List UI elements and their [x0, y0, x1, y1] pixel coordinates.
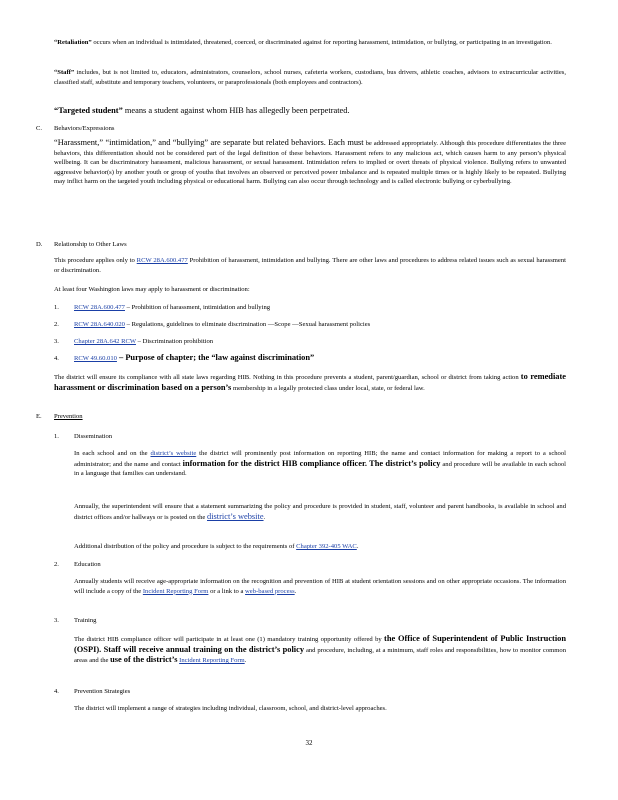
law-1-link[interactable]: RCW 28A.600.477: [74, 304, 125, 311]
law-3-desc: – Discrimination prohibition: [135, 338, 214, 345]
section-d-intro: [54, 256, 566, 275]
law-1: [74, 303, 566, 313]
e3-p1-c: .: [244, 657, 247, 665]
targeted-student-term: “Targeted student”: [54, 106, 123, 115]
law-2: [74, 320, 566, 330]
e3-p1-bold2: use of the district’s: [110, 655, 178, 665]
e1-p1-bold: information for the district HIB compliance officer. The district’s policy: [182, 458, 441, 468]
e3-p1-a: The district HIB compliance officer will participate in at least one (1) mandatory training opportunity offered by: [74, 636, 385, 643]
e1-paragraph-2: [74, 502, 566, 522]
law-4: [74, 353, 566, 364]
section-e-letter: E.: [36, 413, 42, 420]
law-1-number: 1.: [54, 304, 59, 311]
section-e-title: Prevention: [54, 413, 83, 420]
incident-reporting-form-link-2[interactable]: Incident Reporting Form: [179, 657, 245, 665]
retaliation-definition: [54, 38, 566, 48]
e2-number: 2.: [54, 561, 59, 568]
targeted-student-text: means a student against whom HIB has allegedly been perpetrated.: [122, 106, 350, 115]
e1-p1-c: and procedure will be available in each school in a language that families can understand.: [74, 460, 567, 478]
e2-p1-a: Annually students will receive age-appropriate information on the recognition and prevention of HIB at student orientation sessions and on other appropriate occasions. The information will include a copy of the: [74, 578, 566, 595]
page-number: 32: [305, 739, 313, 747]
section-c-letter: C.: [36, 125, 43, 132]
law-3-number: 3.: [54, 338, 59, 345]
section-d-closing-a: The district will ensure its compliance with all state laws regarding HIB. Nothing in this procedure prevents a student, parent/guardian, school or district from taking action: [54, 374, 521, 381]
law-4-link[interactable]: RCW 49.60.010: [74, 355, 117, 362]
e4-number: 4.: [54, 688, 59, 695]
retaliation-term: “Retaliation”: [54, 39, 92, 46]
section-d-title: Relationship to Other Laws: [54, 241, 127, 248]
section-c-title: Behaviors/Expressions: [54, 125, 115, 132]
staff-definition: [54, 68, 566, 87]
section-d-closing: [54, 372, 566, 393]
district-website-link-2[interactable]: district’s website: [207, 511, 264, 521]
law-2-number: 2.: [54, 321, 59, 328]
law-1-desc: – Prohibition of harassment, intimidation and bullying: [124, 304, 271, 311]
staff-text: includes, but is not limited to, educators, administrators, counselors, school nurses, cafeteria workers, custodians, bus drivers, athletic coaches, advisors to extracurricular activities, classified staff, substitute and temporary teachers, volunteers, or paraprofessionals (both employees and contractors).: [54, 69, 566, 86]
incident-reporting-form-link-1[interactable]: Incident Reporting Form: [142, 587, 209, 595]
section-d-closing-b: to remediate harassment or discrimination based on a person’s: [54, 372, 566, 392]
law-4-desc: – Purpose of chapter; the “law against discrimination”: [116, 353, 315, 362]
e1-p1-b: the district will prominently post information on reporting HIB; the name and contact information for making a report to a school administrator; and the name and contact: [74, 450, 566, 468]
e1-number: 1.: [54, 433, 59, 440]
e1-title: Dissemination: [74, 433, 113, 440]
section-c-text: be addressed appropriately. Although this procedure differentiates the three behaviors, this differentiation should not be considered part of the legal definition of these behaviors. Harassment refers to any malicious act, which causes harm to any person’s physical wellbeing. It can be discriminatory harassment, malicious harassment, or sexual harassment. Intimidation refers to implied or overt threats of physical violence. Bullying refers to unwanted aggressive behavior(s) by another youth or group of youths that involves an observed or perceived power imbalance and is repeated multiple times or is highly likely to be repeated. Bullying may inflict harm on the targeted youth including physical or educational harm. Bullying can also occur through technology and is called electronic bullying or cyberbullying.: [54, 140, 567, 186]
chapter-392-405-wac-link[interactable]: Chapter 392-405 WAC: [296, 543, 357, 550]
e2-p1-b: or a link to a: [208, 587, 246, 595]
e3-title: Training: [74, 617, 97, 624]
retaliation-text: occurs when an individual is intimidated, threatened, coerced, or discriminated against for reporting harassment, intimidation, or bullying, or participating in an investigation.: [91, 39, 552, 46]
staff-term: “Staff”: [54, 69, 75, 76]
law-3-link[interactable]: Chapter 28A.642 RCW: [74, 338, 136, 345]
e2-p1-c: .: [294, 587, 297, 595]
e3-number: 3.: [54, 617, 59, 624]
e3-p1-b: and procedure, including, at a minimum, staff roles and responsibilities, how to monitor common areas and the: [74, 646, 566, 665]
e2-paragraph: [74, 577, 566, 596]
e1-p2-a: Annually, the superintendent will ensure that a statement summarizing the policy and procedure is provided in student, staff, volunteer and parent handbooks, is available in school and district offices and/or hallways or is posted on the: [74, 503, 566, 521]
section-d-laws-intro: At least four Washington laws may apply to harassment or discrimination:: [54, 286, 250, 293]
e1-p3-b: .: [356, 543, 359, 550]
law-4-number: 4.: [54, 355, 59, 362]
rcw-28a-600-477-link[interactable]: RCW 28A.600.477: [136, 257, 188, 264]
web-based-process-link[interactable]: web-based process: [245, 587, 295, 595]
e1-paragraph-3: [74, 542, 566, 552]
e4-paragraph: The district will implement a range of strategies including individual, classroom, school, and district-level approaches.: [74, 705, 387, 712]
section-d-intro-text: This procedure applies only to: [54, 257, 137, 264]
district-website-link-1[interactable]: district’s website: [150, 450, 197, 457]
section-c-lead: “Harassment,” “intimidation,” and “bullying” are separate but related behaviors. Each must: [54, 138, 364, 147]
section-d-closing-c: membership in a legally protected class under local, state, or federal law.: [231, 384, 425, 392]
e1-p3-a: Additional distribution of the policy and procedure is subject to the requirements of: [74, 543, 297, 550]
section-d-intro-text-2: Prohibition of harassment, intimidation and bullying. There are other laws and procedures to address related issues such as sexual harassment or discrimination.: [54, 257, 566, 274]
e1-p2-b: .: [263, 513, 266, 521]
targeted-student-definition: [54, 106, 566, 116]
e1-p1-a: In each school and on the: [74, 450, 151, 457]
e4-title: Prevention Strategies: [74, 688, 131, 695]
section-c-body: [54, 138, 566, 187]
law-3: [74, 337, 566, 347]
e3-paragraph: [74, 634, 566, 666]
e1-paragraph-1: [74, 449, 566, 479]
e3-p1-bold: the Office of Superintendent of Public Instruction (OSPI). Staff will receive annual training on the district’s policy: [74, 634, 566, 654]
section-d-letter: D.: [36, 241, 43, 248]
e2-title: Education: [74, 561, 101, 568]
law-2-desc: – Regulations, guidelines to eliminate discrimination —Scope —Sexual harassment policies: [124, 321, 371, 328]
law-2-link[interactable]: RCW 28A.640.020: [74, 321, 125, 328]
